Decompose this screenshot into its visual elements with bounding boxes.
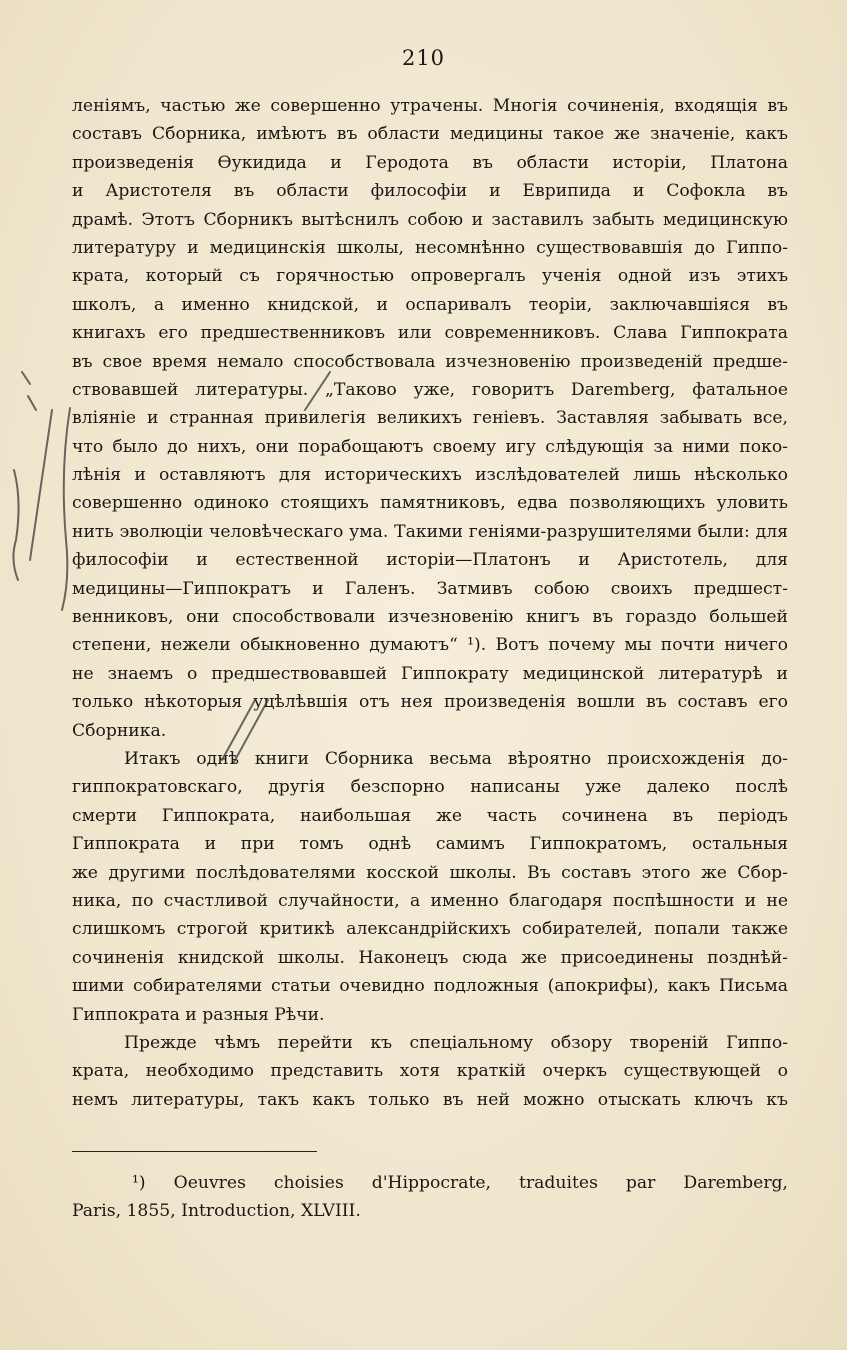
text-line: ствовавшей литературы. „Таково уже, говоритъ Daremberg, фатальное <box>72 379 788 400</box>
text-line: слишкомъ строгой критикѣ александрійскихъ собирателей, попали также <box>72 919 788 940</box>
text-line: совершенно одиноко стоящихъ памятниковъ, едва позволяющихъ уловить <box>72 493 788 514</box>
text-line: произведенія Ѳукидида и Геродота въ области исторіи, Платона <box>72 152 788 173</box>
text-line: смерти Гиппократа, наибольшая же часть сочинена въ періодъ <box>72 805 788 826</box>
text-line: только нѣкоторыя уцѣлѣвшія отъ нея произведенія вошли въ составъ его <box>72 692 788 713</box>
text-line: немъ литературы, такъ какъ только въ ней можно отыскать ключъ къ <box>72 1089 788 1110</box>
paragraph-first-line: Итакъ однѣ книги Сборника весьма вѣроятно происхожденія до- <box>124 748 788 769</box>
text-line: гиппократовскаго, другія безспорно написаны уже далеко послѣ <box>72 777 788 798</box>
page-number: 210 <box>401 46 446 70</box>
text-line: лѣнія и оставляютъ для историческихъ изслѣдователей лишь нѣсколько <box>72 465 788 486</box>
text-line: крата, который съ горячностью опровергалъ ученія одной изъ этихъ <box>72 266 788 287</box>
footnote <box>72 1167 788 1224</box>
text-line: венниковъ, они способствовали изчезновенію книгъ въ гораздо большей <box>72 607 788 628</box>
text-line: сочиненія книдской школы. Наконецъ сюда же присоединены позднѣй- <box>72 947 788 968</box>
text-line: составъ Сборника, имѣютъ въ области медицины такое же значеніе, какъ <box>72 124 788 145</box>
text-line: ника, по счастливой случайности, а именно благодаря поспѣшности и не <box>72 890 788 911</box>
footnote-divider <box>72 1151 317 1152</box>
text-line: драмѣ. Этотъ Сборникъ вытѣснилъ собою и заставилъ забыть медицинскую <box>72 209 788 230</box>
text-line: же другими послѣдователями косской школы. Въ составъ этого же Сбор- <box>72 862 788 883</box>
footnote-line: ¹) Oeuvres choisies d'Hippocrate, traduites par Daremberg, <box>132 1173 788 1193</box>
text-line: Гиппократа и при томъ однѣ самимъ Гиппократомъ, остальныя <box>72 834 788 855</box>
margin-scribble-stroke <box>22 372 36 410</box>
text-line: въ свое время немало способствовала изчезновенію произведеній предше- <box>72 351 788 372</box>
text-line: книгахъ его предшественниковъ или современниковъ. Слава Гиппократа <box>72 323 788 344</box>
text-line: Гиппократа и разныя Рѣчи. <box>72 1004 325 1025</box>
text-line: школъ, а именно книдской, и оспаривалъ теоріи, заключавшіяся въ <box>72 294 788 315</box>
margin-slash-stroke <box>30 410 52 560</box>
text-line: литературу и медицинскія школы, несомнѣнно существовавшія до Гиппо- <box>72 237 788 258</box>
margin-scribble-stroke <box>13 470 18 580</box>
text-line: вліяніе и странная привилегія великихъ геніевъ. Заставляя забывать все, <box>72 408 788 429</box>
text-line: что было до нихъ, они порабощаютъ своему игу слѣдующія за ними поко- <box>72 436 788 457</box>
text-line: медицины—Гиппократъ и Галенъ. Затмивъ собою своихъ предшест- <box>72 578 788 599</box>
text-line: крата, необходимо представить хотя краткій очеркъ существующей о <box>72 1061 788 1082</box>
text-line: философіи и естественной исторіи—Платонъ и Аристотель, для <box>72 550 788 571</box>
text-line: шими собирателями статьи очевидно подложныя (апокрифы), какъ Письма <box>72 976 788 997</box>
footnote-line: Paris, 1855, Introduction, XLVIII. <box>72 1201 361 1222</box>
text-line: степени, нежели обыкновенно думаютъ“ ¹). Вотъ почему мы почти ничего <box>72 635 788 656</box>
paragraph-first-line: Прежде чѣмъ перейти къ спеціальному обзору твореній Гиппо- <box>124 1032 788 1053</box>
margin-bracket-stroke <box>62 408 70 610</box>
text-line: леніямъ, частью же совершенно утрачены. Многія сочиненія, входящія въ <box>72 96 788 116</box>
text-line: нить эволюціи человѣческаго ума. Такими геніями-разрушителями были: для <box>72 521 788 542</box>
text-line: не знаемъ о предшествовавшей Гиппократу медицинской литературѣ и <box>72 663 788 684</box>
text-line: и Аристотеля въ области философіи и Еврипида и Софокла въ <box>72 181 788 202</box>
body-text <box>72 92 788 1114</box>
text-line: Сборника. <box>72 720 167 741</box>
